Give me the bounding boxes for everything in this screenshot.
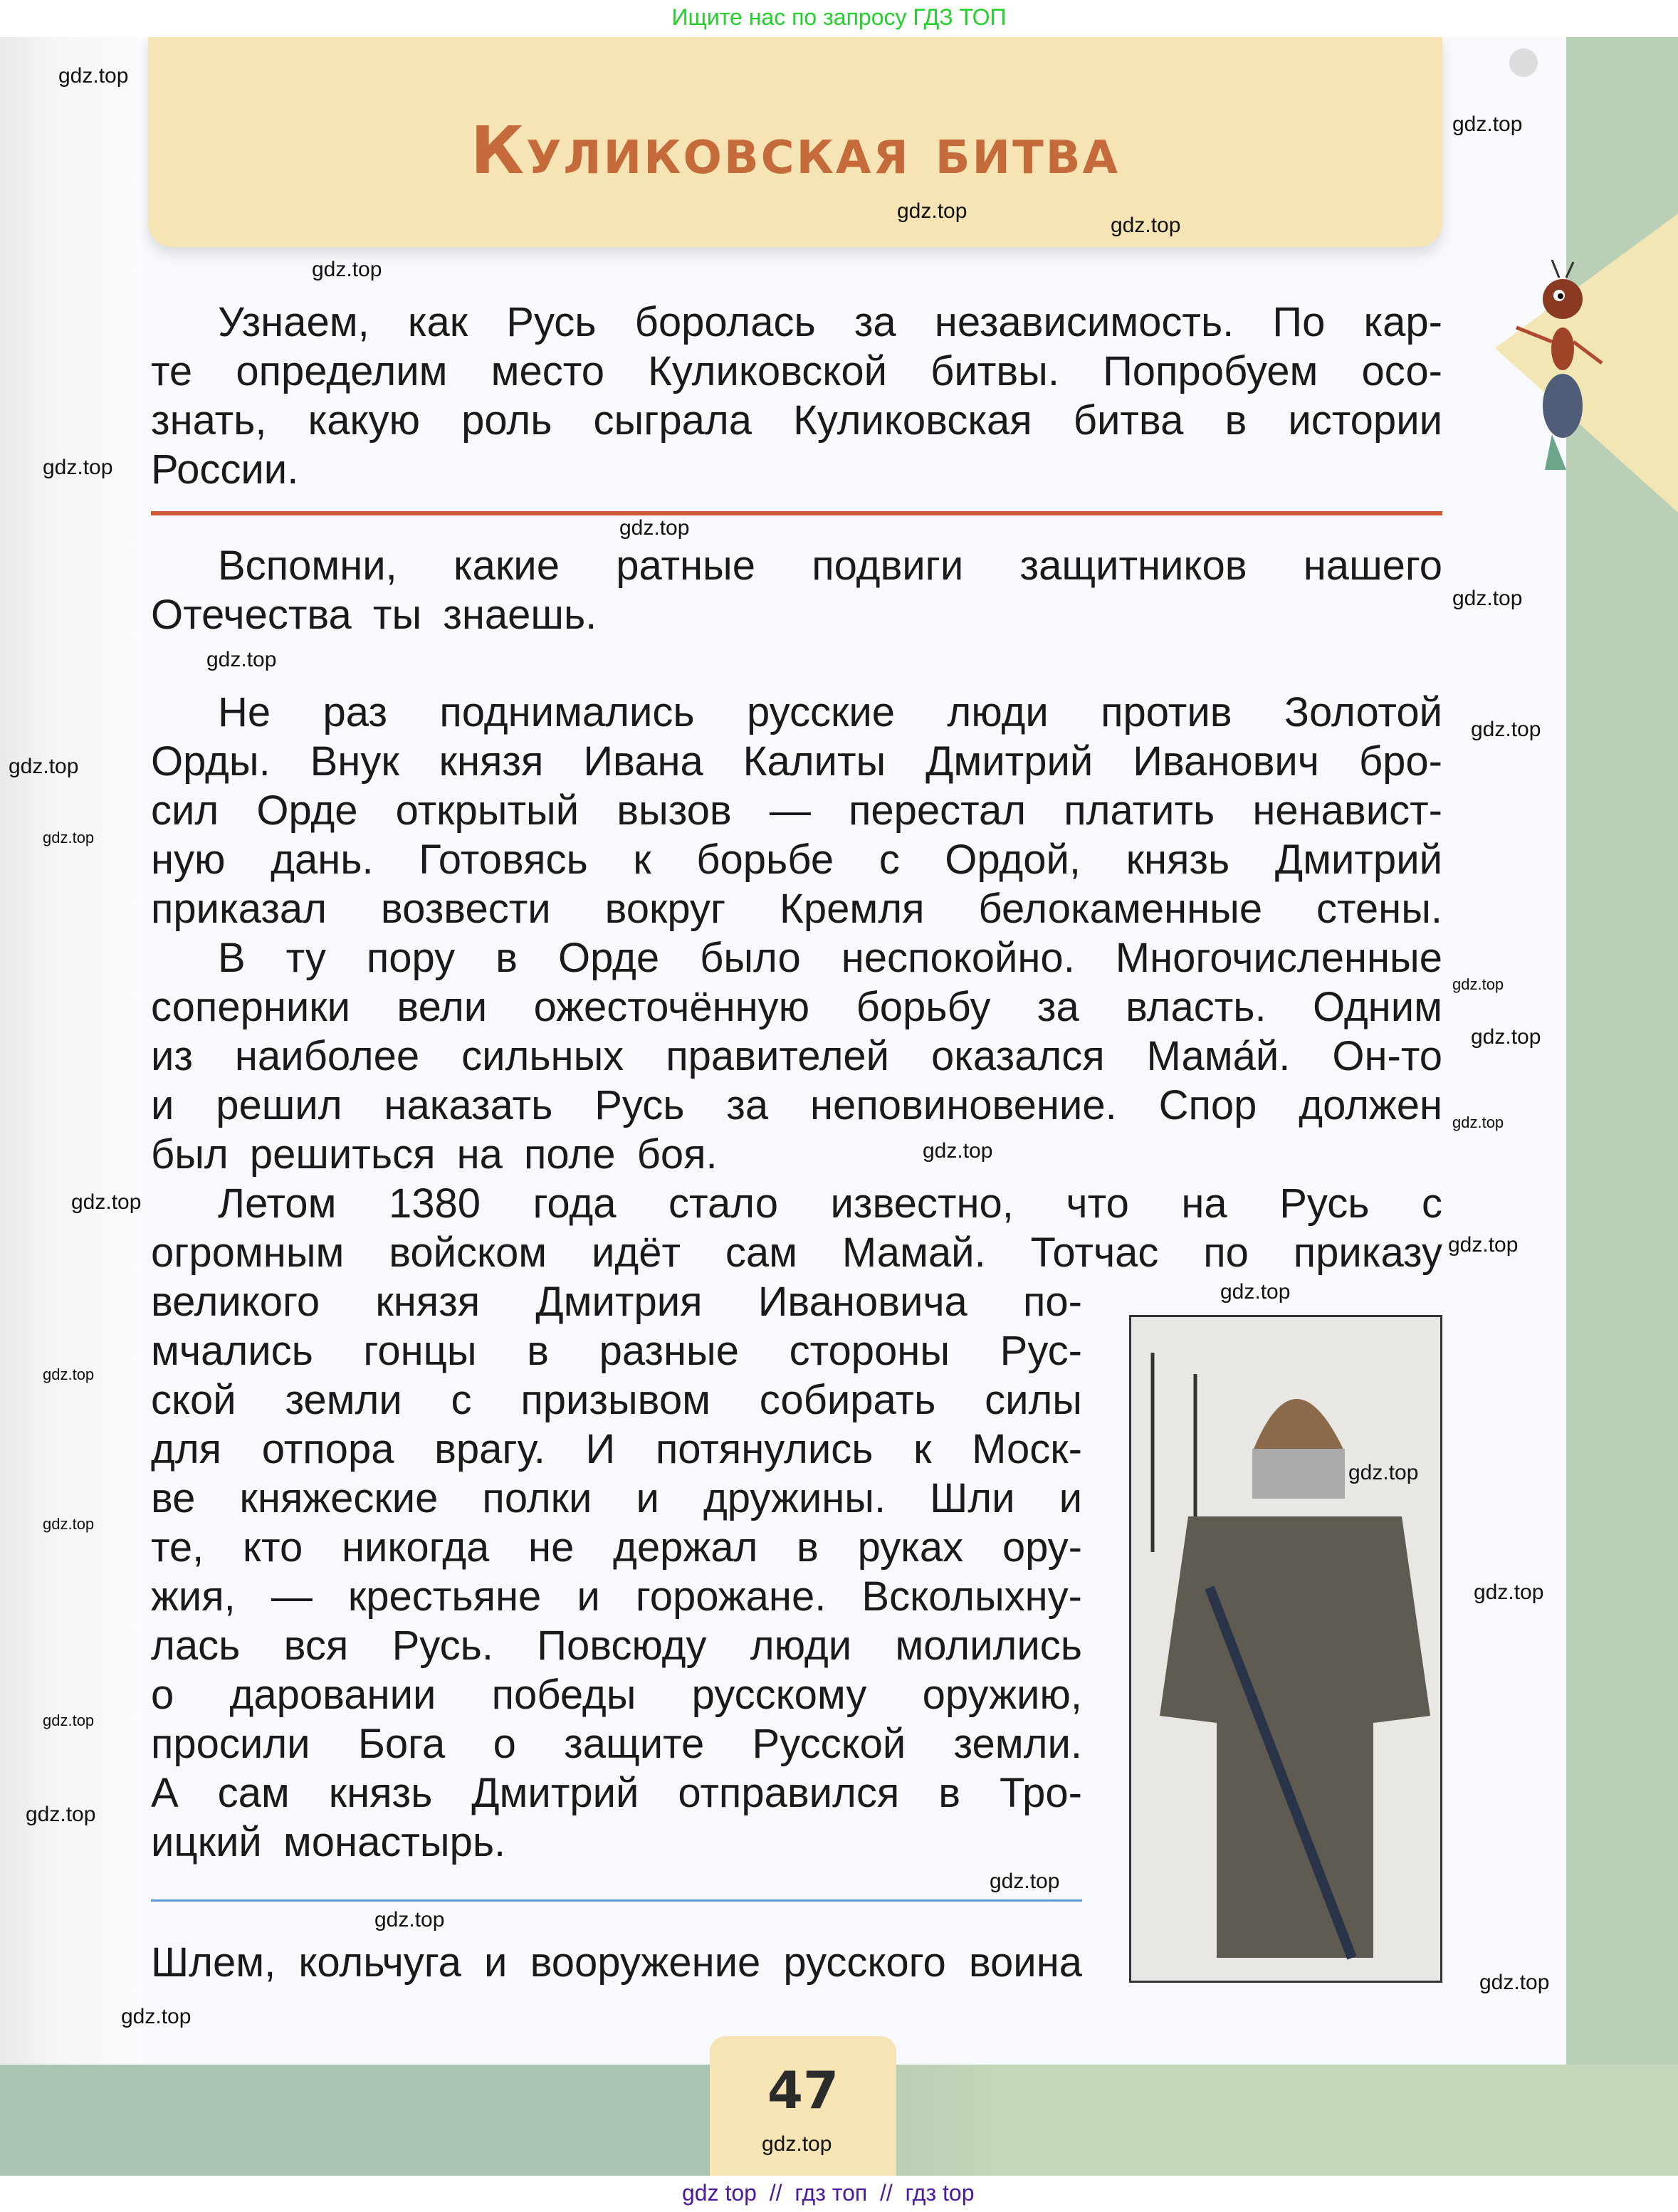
watermark: gdz.top <box>762 2132 832 2156</box>
text-line: мчались гонцы в разные стороны Рус- <box>151 1328 1082 1374</box>
watermark: gdz.top <box>43 829 95 846</box>
watermark: gdz.top <box>71 1190 142 1214</box>
search-banner[interactable]: Ищите нас по запросу ГДЗ ТОП <box>0 0 1678 37</box>
text-line: приказал возвести вокруг Кремля белокаменные стены. <box>151 886 1442 932</box>
text-line: сил Орде открытый вызов — перестал платить ненавист- <box>151 787 1442 834</box>
text-line: соперники вели ожесточённую борьбу за власть. Одним <box>151 984 1442 1030</box>
text-line: Вспомни, какие ратные подвиги защитников нашего <box>218 542 1442 589</box>
page-gutter <box>0 37 142 2065</box>
watermark: gdz.top <box>1479 1971 1550 1994</box>
watermark: gdz.top <box>1220 1280 1291 1304</box>
watermark: gdz.top <box>121 2005 192 2028</box>
watermark: gdz.top <box>312 258 382 281</box>
title-banner <box>148 37 1442 247</box>
watermark: gdz.top <box>990 1870 1060 1893</box>
chainmail-helmet-image <box>1131 1317 1442 1983</box>
watermark: gdz.top <box>897 199 968 223</box>
watermark: gdz.top <box>1448 1233 1519 1257</box>
text-line: из наиболее сильных правителей оказался Мама́й. Он-то <box>151 1033 1442 1079</box>
watermark: gdz.top <box>1452 975 1504 993</box>
watermark: gdz.top <box>923 1139 993 1163</box>
text-line: знать, какую роль сыграла Куликовская битва в истории <box>151 397 1442 444</box>
text-line: огромным войском идёт сам Мамай. Тотчас по приказу <box>151 1230 1442 1276</box>
watermark: gdz.top <box>58 64 129 88</box>
watermark: gdz.top <box>619 516 690 540</box>
text-line: В ту пору в Орде было неспокойно. Многочисленные <box>218 935 1442 981</box>
text-line: лась вся Русь. Повсюду люди молились <box>151 1623 1082 1669</box>
caption-divider <box>151 1899 1082 1902</box>
text-line: ской земли с призывом собирать силы <box>151 1377 1082 1423</box>
section-divider <box>151 511 1442 515</box>
text-line: о даровании победы русскому оружию, <box>151 1672 1082 1718</box>
armor-photo <box>1129 1315 1442 1983</box>
watermark: gdz.top <box>43 456 113 479</box>
text-line: те, кто никогда не держал в руках ору- <box>151 1524 1082 1571</box>
page-number: 47 <box>767 2060 839 2120</box>
watermark: gdz.top <box>1452 587 1523 610</box>
watermark: gdz.top <box>1471 718 1541 741</box>
ant-mascot-icon <box>1502 256 1609 484</box>
text-line: жия, — крестьяне и горожане. Всколыхну- <box>151 1573 1082 1620</box>
watermark: gdz.top <box>43 1515 95 1533</box>
text-line: Орды. Внук князя Ивана Калиты Дмитрий Иванович бро- <box>151 738 1442 785</box>
watermark: gdz.top <box>43 1712 95 1729</box>
text-line: А сам князь Дмитрий отправился в Тро- <box>151 1770 1082 1816</box>
watermark: gdz.top <box>374 1908 445 1931</box>
text-line: Отечества ты знаешь. <box>151 592 597 638</box>
watermark: gdz.top <box>26 1803 96 1826</box>
text-line: России. <box>151 446 299 493</box>
watermark: gdz.top <box>1471 1025 1541 1049</box>
text-line: ицкий монастырь. <box>151 1819 506 1865</box>
text-line: и решил наказать Русь за неповиновение. Спор должен <box>151 1082 1442 1128</box>
watermark: gdz.top <box>1452 1113 1504 1131</box>
watermark: gdz.top <box>1348 1461 1419 1484</box>
watermark: gdz.top <box>206 648 277 671</box>
text-line: Не раз поднимались русские люди против Золотой <box>218 689 1442 735</box>
watermark: gdz.top <box>1474 1581 1544 1604</box>
text-line: великого князя Дмитрия Ивановича по- <box>151 1279 1082 1325</box>
text-line: ную дань. Готовясь к борьбе с Ордой, князь Дмитрий <box>151 837 1442 883</box>
watermark: gdz.top <box>1111 214 1181 237</box>
text-line: для отпора врагу. И потянулись к Моск- <box>151 1426 1082 1472</box>
watermark: gdz.top <box>43 1366 95 1383</box>
text-line: Узнаем, как Русь боролась за независимость. По кар- <box>218 299 1442 345</box>
page-title: Куликовская битва <box>470 112 1121 189</box>
watermark: gdz.top <box>9 755 79 778</box>
text-line: ве княжеские полки и дружины. Шли и <box>151 1475 1082 1521</box>
text-line: Летом 1380 года стало известно, что на Русь с <box>218 1180 1442 1227</box>
text-line: те определим место Куликовской битвы. Попробуем осо- <box>151 348 1442 394</box>
footer-links[interactable]: gdz top // гдз топ // гдз top <box>682 2180 975 2206</box>
text-line: был решиться на поле боя. <box>151 1131 718 1178</box>
text-line: просили Бога о защите Русской земли. <box>151 1721 1082 1767</box>
margin-dot <box>1509 48 1538 77</box>
photo-caption: Шлем, кольчуга и вооружение русского воина <box>151 1939 1082 1986</box>
watermark: gdz.top <box>1452 112 1523 136</box>
